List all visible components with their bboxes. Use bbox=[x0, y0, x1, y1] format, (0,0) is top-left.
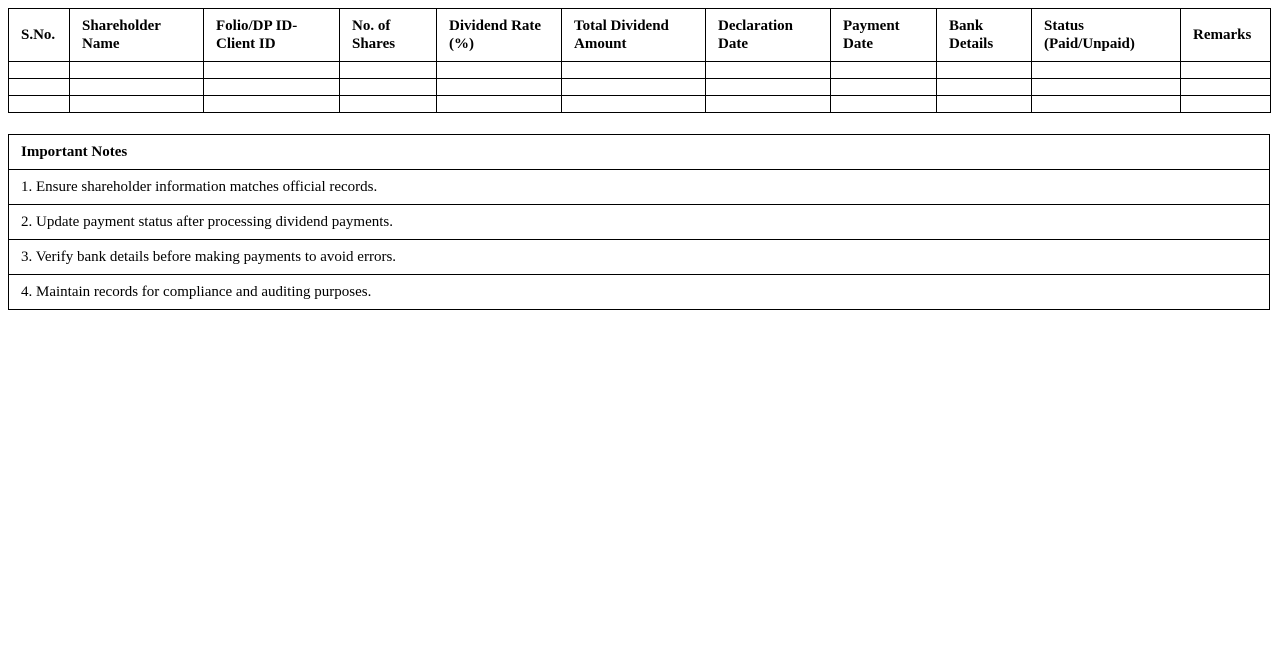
table-cell[interactable] bbox=[831, 96, 937, 113]
table-cell[interactable] bbox=[437, 96, 562, 113]
table-cell[interactable] bbox=[9, 62, 70, 79]
table-cell[interactable] bbox=[9, 96, 70, 113]
table-cell[interactable] bbox=[70, 96, 204, 113]
table-cell[interactable] bbox=[562, 96, 706, 113]
list-item bbox=[9, 275, 1270, 310]
table-cell[interactable] bbox=[340, 79, 437, 96]
table-cell[interactable] bbox=[562, 79, 706, 96]
table-cell[interactable] bbox=[340, 96, 437, 113]
table-cell[interactable] bbox=[437, 62, 562, 79]
note-item: 4. Maintain records for compliance and auditing purposes. bbox=[9, 275, 1270, 310]
table-cell[interactable] bbox=[562, 62, 706, 79]
table-cell[interactable] bbox=[937, 62, 1032, 79]
table-cell[interactable] bbox=[1032, 62, 1181, 79]
header-total-dividend-amount: Total Dividend Amount bbox=[562, 9, 706, 62]
list-item bbox=[9, 170, 1270, 205]
table-row bbox=[9, 79, 1271, 96]
table-header-row bbox=[9, 9, 1271, 62]
important-notes-table bbox=[8, 134, 1270, 310]
table-cell[interactable] bbox=[706, 79, 831, 96]
table-cell[interactable] bbox=[70, 62, 204, 79]
header-remarks: Remarks bbox=[1181, 9, 1271, 62]
table-cell[interactable] bbox=[204, 96, 340, 113]
header-shareholder-name: Shareholder Name bbox=[70, 9, 204, 62]
header-no-of-shares: No. of Shares bbox=[340, 9, 437, 62]
table-cell[interactable] bbox=[204, 79, 340, 96]
header-sno: S.No. bbox=[9, 9, 70, 62]
list-item bbox=[9, 240, 1270, 275]
table-cell[interactable] bbox=[437, 79, 562, 96]
table-cell[interactable] bbox=[937, 96, 1032, 113]
note-item: 2. Update payment status after processing dividend payments. bbox=[9, 205, 1270, 240]
dividend-register-table bbox=[8, 8, 1271, 113]
table-cell[interactable] bbox=[1181, 96, 1271, 113]
table-cell[interactable] bbox=[831, 62, 937, 79]
table-row bbox=[9, 96, 1271, 113]
table-cell[interactable] bbox=[937, 79, 1032, 96]
note-item: 1. Ensure shareholder information matches official records. bbox=[9, 170, 1270, 205]
list-item bbox=[9, 205, 1270, 240]
table-cell[interactable] bbox=[204, 62, 340, 79]
table-cell[interactable] bbox=[9, 79, 70, 96]
header-declaration-date: Declaration Date bbox=[706, 9, 831, 62]
table-cell[interactable] bbox=[1032, 96, 1181, 113]
header-payment-date: Payment Date bbox=[831, 9, 937, 62]
table-cell[interactable] bbox=[1181, 62, 1271, 79]
table-cell[interactable] bbox=[706, 62, 831, 79]
table-cell[interactable] bbox=[1181, 79, 1271, 96]
header-dividend-rate: Dividend Rate (%) bbox=[437, 9, 562, 62]
header-folio-dp-id: Folio/DP ID-Client ID bbox=[204, 9, 340, 62]
table-cell[interactable] bbox=[1032, 79, 1181, 96]
notes-title: Important Notes bbox=[9, 135, 1270, 170]
table-cell[interactable] bbox=[70, 79, 204, 96]
table-cell[interactable] bbox=[831, 79, 937, 96]
header-bank-details: Bank Details bbox=[937, 9, 1032, 62]
table-cell[interactable] bbox=[340, 62, 437, 79]
table-row bbox=[9, 62, 1271, 79]
table-cell[interactable] bbox=[706, 96, 831, 113]
notes-header-row bbox=[9, 135, 1270, 170]
header-status: Status (Paid/Unpaid) bbox=[1032, 9, 1181, 62]
note-item: 3. Verify bank details before making payments to avoid errors. bbox=[9, 240, 1270, 275]
document-body bbox=[8, 8, 1270, 310]
